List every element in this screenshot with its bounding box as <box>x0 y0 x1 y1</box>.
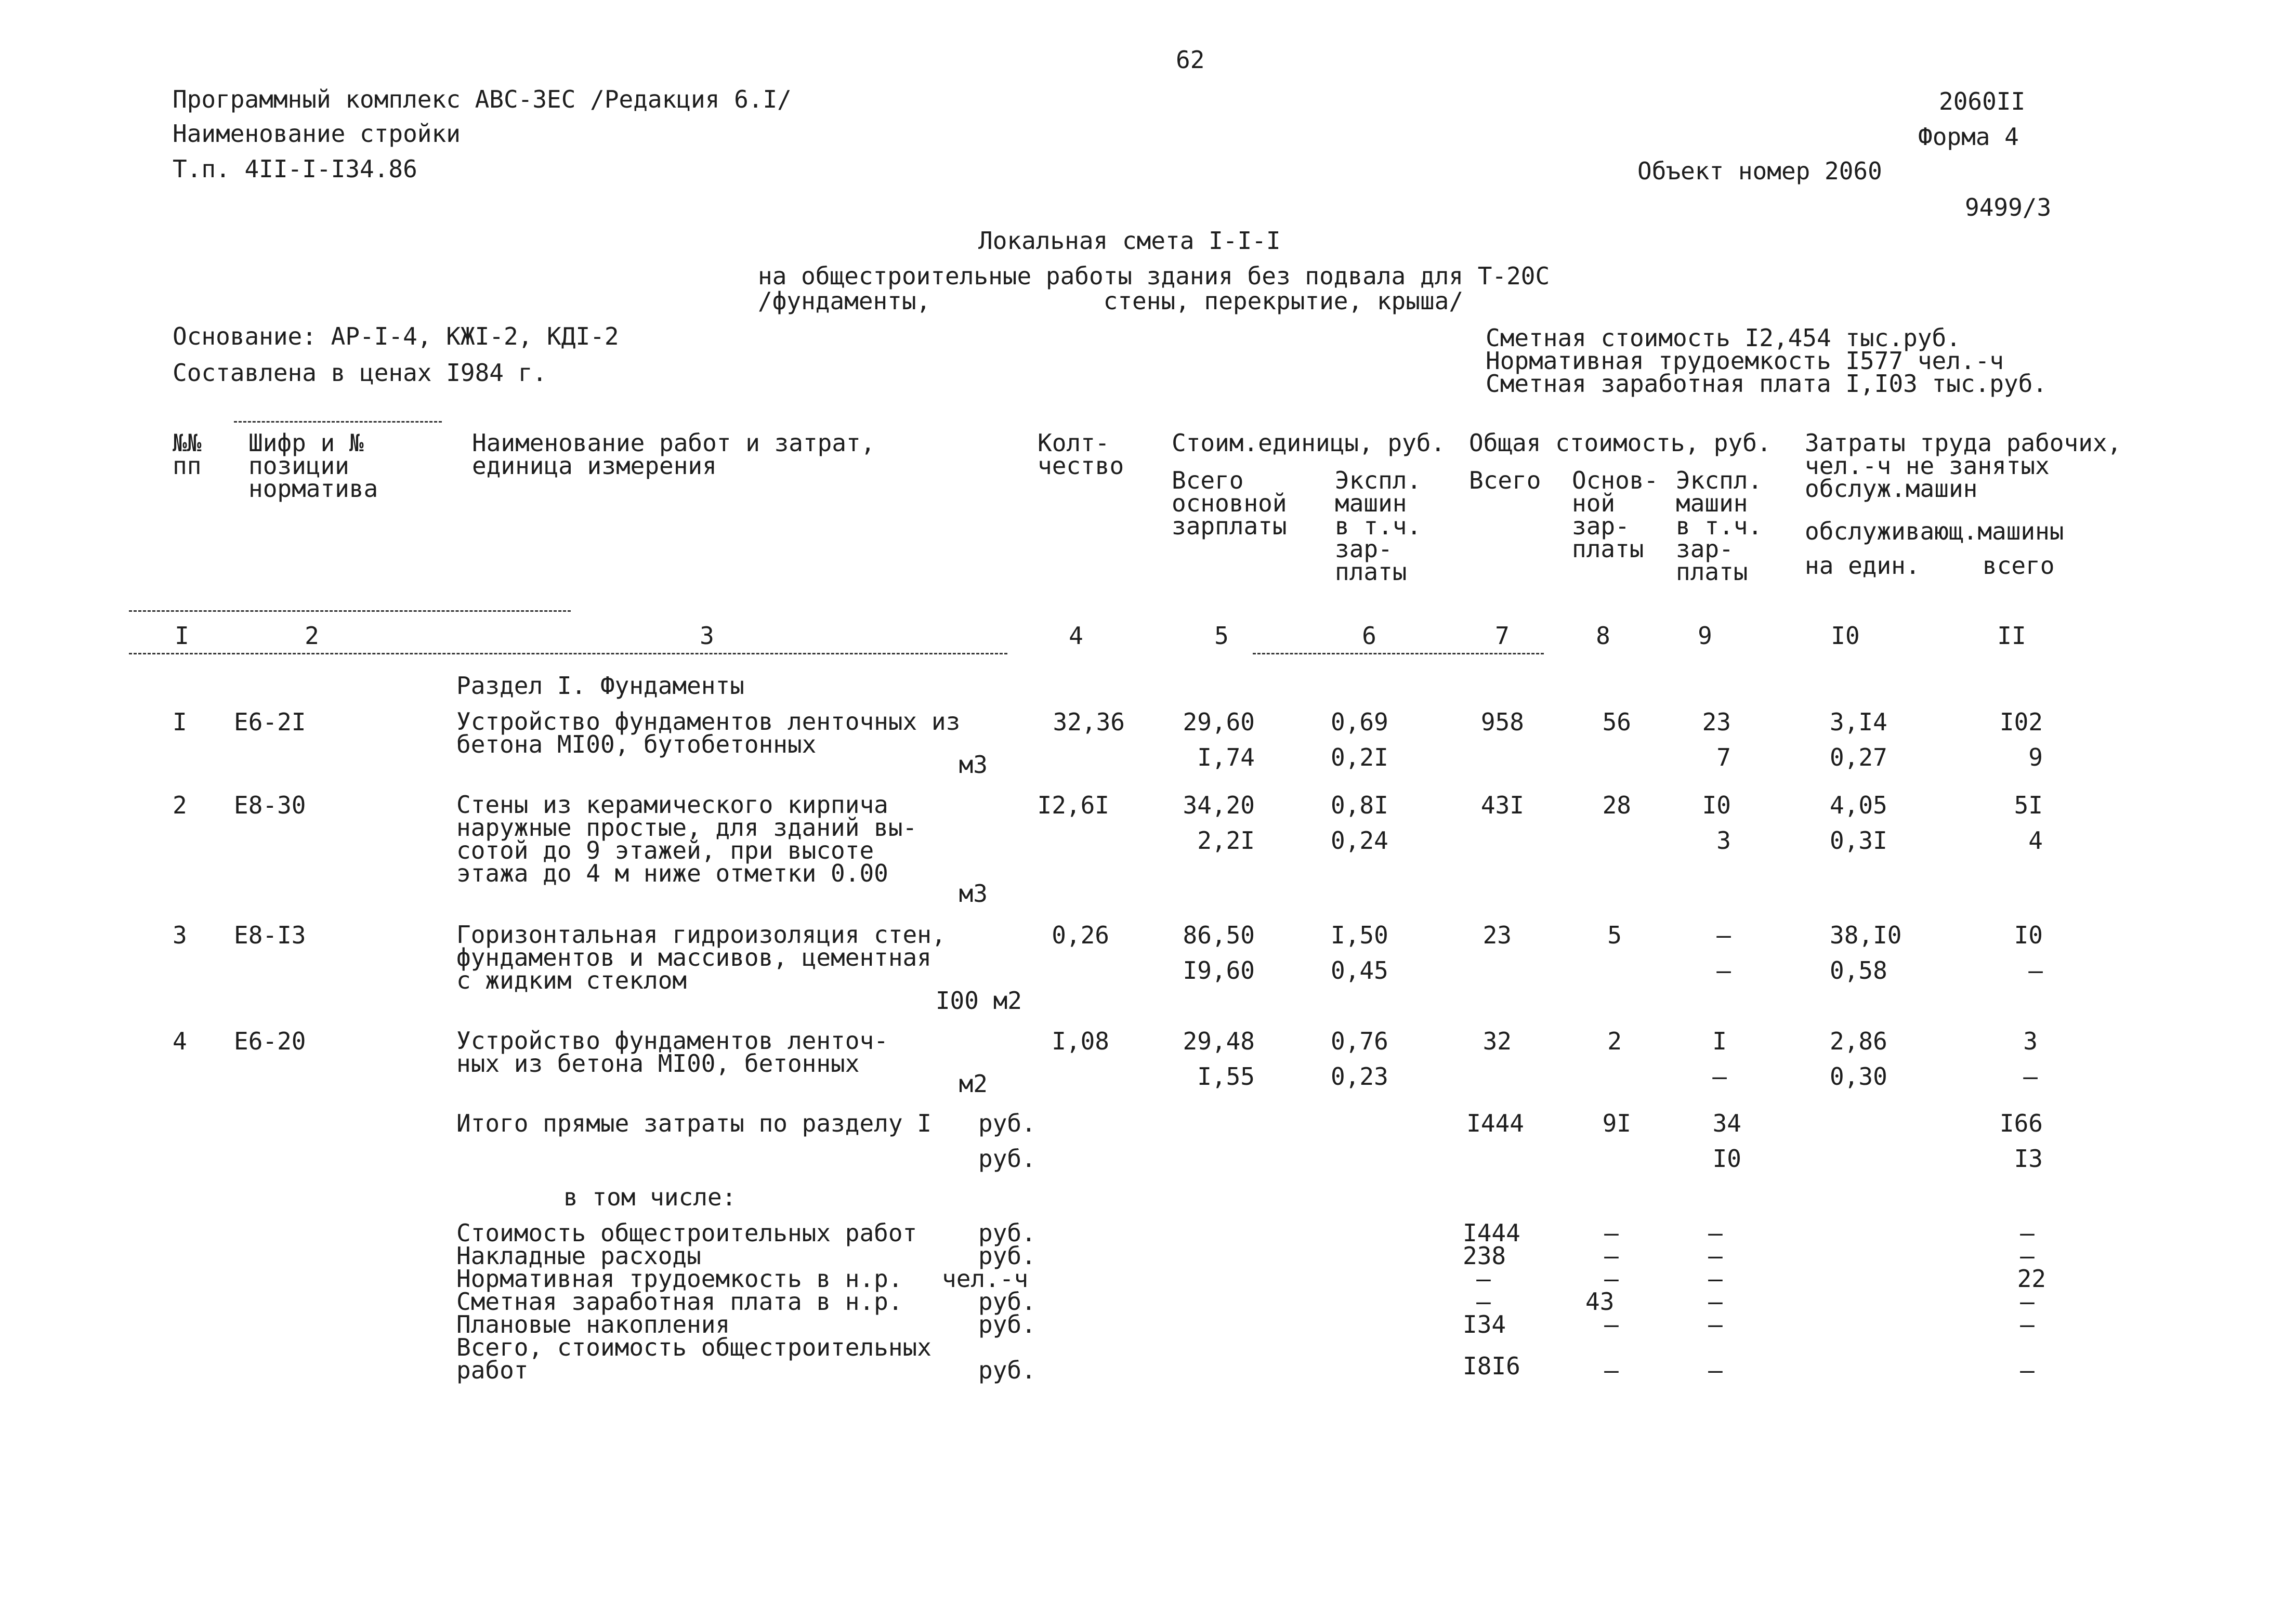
page-number: 62 <box>1176 46 1205 74</box>
breakdown-3-tot-base: – <box>1604 1265 1619 1293</box>
col-number-rule <box>129 653 1007 654</box>
col-number-4: 4 <box>1069 622 1083 650</box>
row-3-unit: I00 м2 <box>935 987 1022 1015</box>
row-4-unit: м2 <box>959 1070 988 1098</box>
breakdown-4-tot-mach: – <box>1708 1288 1723 1316</box>
subtotal-tot-base: 9I <box>1602 1109 1631 1137</box>
row-4-tot-mach-a: I <box>1712 1027 1727 1055</box>
breakdown-2-total: – <box>2020 1242 2035 1270</box>
row-2-unit-mach-b: 0,24 <box>1331 826 1388 855</box>
row-1-total-b: 9 <box>2028 743 2043 771</box>
row-3-tot-base: 5 <box>1607 921 1622 949</box>
section-title: Раздел I. Фундаменты <box>456 672 744 700</box>
grand-total-tot-mach: – <box>1708 1356 1723 1384</box>
col-number-11: II <box>1997 622 2026 650</box>
row-4-per-unit-a: 2,86 <box>1830 1027 1887 1055</box>
breakdown-1-total: – <box>2020 1219 2035 1247</box>
subtotal-tot-mach-a: 34 <box>1712 1109 1741 1137</box>
subtotal-label: Итого прямые затраты по разделу I <box>456 1109 931 1137</box>
col-number-9: 9 <box>1698 622 1712 650</box>
header-name: Наименование работ и затрат, единица измерения <box>472 429 875 480</box>
grand-total-total: – <box>2020 1356 2035 1384</box>
estimate-title: Локальная смета I-I-I <box>978 227 1281 255</box>
header-tot-mach: Экспл. машин в т.ч. зар- платы <box>1676 466 1763 586</box>
object-number: Объект номер 2060 <box>1637 157 1882 185</box>
row-3-per-unit-b: 0,58 <box>1830 956 1887 984</box>
row-1-unit-mach-b: 0,2I <box>1331 743 1388 771</box>
col-number-5: 5 <box>1214 622 1229 650</box>
breakdown-3-label: Нормативная трудоемкость в н.р. <box>456 1265 903 1293</box>
row-3-total-b: – <box>2028 956 2043 984</box>
row-4-tot-all: 32 <box>1482 1027 1512 1055</box>
row-3-unit-mach-a: I,50 <box>1331 921 1388 949</box>
row-2-unit: м3 <box>959 879 988 908</box>
row-2-code: Е8-30 <box>234 791 306 819</box>
header-code: Шифр и № позиции норматива <box>248 429 378 503</box>
row-1-code: Е6-2I <box>234 708 306 736</box>
col-number-rule-2 <box>1253 653 1544 654</box>
row-4-total-a: 3 <box>2023 1027 2038 1055</box>
breakdown-3-total: 22 <box>2017 1265 2046 1293</box>
grand-total-unit: руб. <box>978 1356 1036 1384</box>
row-1-per-unit-b: 0,27 <box>1830 743 1887 771</box>
breakdown-1-unit: руб. <box>978 1219 1036 1247</box>
form-label: Форма 4 <box>1918 123 2019 151</box>
row-2-tot-base: 28 <box>1602 791 1631 819</box>
header-per-unit: на един. <box>1805 551 1920 580</box>
breakdown-5-label: Плановые накопления <box>456 1310 730 1338</box>
row-4-qty: I,08 <box>1052 1027 1109 1055</box>
row-1-name: Устройство фундаментов ленточных из бетона МI00, бутобетонных <box>456 707 961 758</box>
row-4-unit-mach-a: 0,76 <box>1331 1027 1388 1055</box>
doc-number: 9499/3 <box>1965 193 2052 221</box>
col-number-8: 8 <box>1596 622 1610 650</box>
col-number-2: 2 <box>305 622 319 650</box>
row-2-tot-all: 43I <box>1480 791 1524 819</box>
cost-summary-3: Сметная заработная плата I,I03 тыс.руб. <box>1486 370 2048 398</box>
row-2-qty: I2,6I <box>1037 791 1109 819</box>
tp-code: Т.п. 4II-I-I34.86 <box>173 155 417 183</box>
breakdown-3-unit: чел.-ч <box>942 1265 1029 1293</box>
breakdown-4-tot-base: 43 <box>1585 1288 1615 1316</box>
row-4-name: Устройство фундаментов ленточ- ных из бетона МI00, бетонных <box>456 1027 888 1078</box>
header-unit-mach: Экспл. машин в т.ч. зар- платы <box>1335 466 1422 586</box>
cost-summary-2: Нормативная трудоемкость I577 чел.-ч <box>1486 347 2004 375</box>
row-4-unit-mach-b: 0,23 <box>1331 1062 1388 1091</box>
grand-total-tot-all: I8I6 <box>1463 1352 1520 1380</box>
breakdown-1-tot-base: – <box>1604 1219 1619 1247</box>
estimate-subtitle-line2: /фундаменты, стены, перекрытие, крыша/ <box>758 287 1464 315</box>
header-num: №№ пп <box>173 429 202 480</box>
row-2-unit-mach-a: 0,8I <box>1331 791 1388 819</box>
row-4-tot-mach-b: – <box>1712 1062 1727 1091</box>
col-number-1: I <box>175 622 189 650</box>
breakdown-4-total: – <box>2020 1288 2035 1316</box>
construction-label: Наименование стройки <box>173 120 461 148</box>
row-1-unit-cost-a: 29,60 <box>1183 708 1255 736</box>
breakdown-4-tot-all: – <box>1476 1288 1491 1316</box>
header-unit-total: Всего основной зарплаты <box>1172 466 1287 540</box>
breakdown-5-total: – <box>2020 1310 2035 1338</box>
estimate-subtitle-line1: на общестроительные работы здания без подвала для Т-20С <box>758 262 1550 290</box>
header-qty: Колт- чество <box>1038 429 1124 480</box>
breakdown-2-unit: руб. <box>978 1242 1036 1270</box>
row-2-total-a: 5I <box>2014 791 2043 819</box>
header-tot-all: Всего <box>1469 466 1541 494</box>
row-1-tot-mach-b: 7 <box>1716 743 1731 771</box>
row-4-unit-cost-b: I,55 <box>1197 1062 1255 1091</box>
subtotal-total-a: I66 <box>1999 1109 2043 1137</box>
header-labor: Затраты труда рабочих, чел.-ч не занятых обслуж.машин <box>1805 429 2122 503</box>
header-labor-serv: обслуживающ.машины <box>1805 517 2064 545</box>
row-2-tot-mach-b: 3 <box>1716 826 1731 855</box>
cost-summary-1: Сметная стоимость I2,454 тыс.руб. <box>1486 324 1961 352</box>
row-4-code: Е6-20 <box>234 1027 306 1055</box>
header-tot-base: Основ- ной зар- платы <box>1572 466 1659 563</box>
subtotal-tot-mach-b: I0 <box>1712 1145 1741 1173</box>
row-3-unit-mach-b: 0,45 <box>1331 956 1388 984</box>
breakdown-4-unit: руб. <box>978 1288 1036 1316</box>
row-2-name: Стены из керамического кирпича наружные простые, для зданий вы- сотой до 9 этажей, при высоте этажа до 4 м ниже отметки 0.00 <box>456 791 917 887</box>
row-1-unit-cost-b: I,74 <box>1197 743 1255 771</box>
subtotal-unit-2: руб. <box>978 1145 1036 1173</box>
row-4-total-b: – <box>2023 1062 2038 1091</box>
grand-total-tot-base: – <box>1604 1356 1619 1384</box>
breakdown-3-tot-mach: – <box>1708 1265 1723 1293</box>
row-4-tot-base: 2 <box>1607 1027 1622 1055</box>
breakdown-1-tot-mach: – <box>1708 1219 1723 1247</box>
row-3-num: 3 <box>173 921 187 949</box>
row-3-unit-cost-a: 86,50 <box>1183 921 1255 949</box>
subtotal-unit-1: руб. <box>978 1109 1036 1137</box>
row-3-per-unit-a: 38,I0 <box>1830 921 1902 949</box>
row-4-num: 4 <box>173 1027 187 1055</box>
col-number-10: I0 <box>1831 622 1860 650</box>
row-2-num: 2 <box>173 791 187 819</box>
row-3-tot-all: 23 <box>1482 921 1512 949</box>
breakdown-2-tot-mach: – <box>1708 1242 1723 1270</box>
header-total-cost: Общая стоимость, руб. <box>1469 429 1772 457</box>
breakdown-5-tot-base: – <box>1604 1310 1619 1338</box>
row-2-unit-cost-a: 34,20 <box>1183 791 1255 819</box>
row-2-tot-mach-a: I0 <box>1702 791 1731 819</box>
breakdown-2-label: Накладные расходы <box>456 1242 701 1270</box>
row-3-tot-mach-b: – <box>1716 956 1731 984</box>
row-3-unit-cost-b: I9,60 <box>1183 956 1255 984</box>
col-number-3: 3 <box>700 622 714 650</box>
row-1-unit: м3 <box>959 751 988 779</box>
decor-rule <box>234 421 442 423</box>
subtotal-total-b: I3 <box>2014 1145 2043 1173</box>
row-1-per-unit-a: 3,I4 <box>1830 708 1887 736</box>
row-2-total-b: 4 <box>2028 826 2043 855</box>
row-1-unit-mach-a: 0,69 <box>1331 708 1388 736</box>
row-1-num: I <box>173 708 187 736</box>
header-total: всего <box>1983 551 2055 580</box>
row-3-code: Е8-I3 <box>234 921 306 949</box>
breakdown-4-label: Сметная заработная плата в н.р. <box>456 1288 903 1316</box>
row-4-unit-cost-a: 29,48 <box>1183 1027 1255 1055</box>
breakdown-5-unit: руб. <box>978 1310 1036 1338</box>
breakdown-3-tot-all: – <box>1476 1265 1491 1293</box>
breakdown-1-tot-all: I444 <box>1463 1219 1520 1247</box>
subtotal-tot-all: I444 <box>1466 1109 1524 1137</box>
grand-total-label: Всего, стоимость общестроительных работ <box>456 1333 931 1384</box>
row-3-qty: 0,26 <box>1052 921 1109 949</box>
row-3-tot-mach-a: – <box>1716 921 1731 949</box>
row-4-per-unit-b: 0,30 <box>1830 1062 1887 1091</box>
basis-line: Основание: АР-I-4, КЖI-2, КДI-2 <box>173 322 619 350</box>
row-2-per-unit-b: 0,3I <box>1830 826 1887 855</box>
row-1-qty: 32,36 <box>1053 708 1125 736</box>
program-line: Программный комплекс АВС-ЗЕС /Редакция 6.I/ <box>173 85 792 113</box>
row-1-tot-all: 958 <box>1480 708 1524 736</box>
col-number-7: 7 <box>1495 622 1510 650</box>
row-2-per-unit-a: 4,05 <box>1830 791 1887 819</box>
breakdown-2-tot-base: – <box>1604 1242 1619 1270</box>
header-unit-cost: Стоим.единицы, руб. <box>1172 429 1446 457</box>
breakdown-1-label: Стоимость общестроительных работ <box>456 1219 917 1247</box>
breakdown-2-tot-all: 238 <box>1463 1242 1506 1270</box>
row-1-tot-base: 56 <box>1602 708 1631 736</box>
row-1-total-a: I02 <box>1999 708 2043 736</box>
header-rule <box>129 610 571 612</box>
row-1-tot-mach-a: 23 <box>1702 708 1731 736</box>
including-label: в том числе: <box>563 1183 737 1211</box>
row-3-name: Горизонтальная гидроизоляция стен, фундаментов и массивов, цементная с жидким стеклом <box>456 921 946 994</box>
document-code: 2060II <box>1939 87 2026 115</box>
col-number-6: 6 <box>1362 622 1376 650</box>
row-3-total-a: I0 <box>2014 921 2043 949</box>
prices-line: Составлена в ценах I984 г. <box>173 359 547 387</box>
breakdown-5-tot-all: I34 <box>1463 1310 1506 1338</box>
breakdown-5-tot-mach: – <box>1708 1310 1723 1338</box>
row-2-unit-cost-b: 2,2I <box>1197 826 1255 855</box>
